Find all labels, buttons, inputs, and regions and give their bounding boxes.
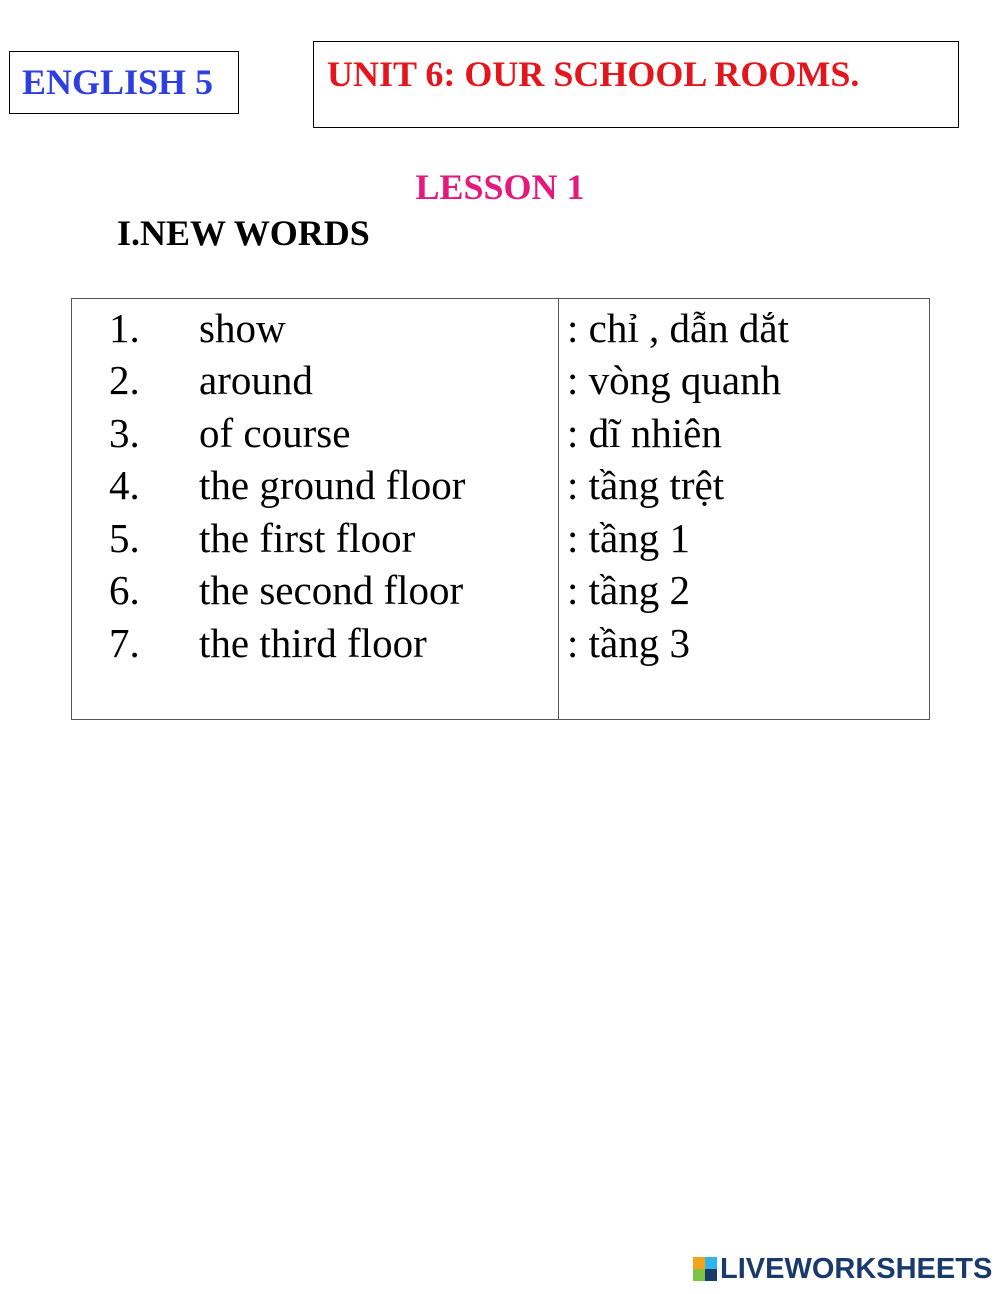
- vocab-meaning: : dĩ nhiên: [567, 410, 722, 456]
- logo-square-2: [705, 1257, 717, 1269]
- liveworksheets-logo[interactable]: [693, 1253, 992, 1285]
- course-label: ENGLISH 5: [22, 62, 214, 102]
- logo-square-4: [705, 1269, 717, 1281]
- vocab-row: [72, 564, 929, 616]
- liveworksheets-logo-icon: [693, 1257, 717, 1281]
- vocabulary-table: [71, 298, 930, 720]
- course-label-box: [9, 51, 239, 114]
- vocab-word: the second floor: [199, 567, 464, 613]
- unit-title: UNIT 6: OUR SCHOOL ROOMS.: [327, 54, 860, 94]
- vocab-meaning: : tầng 2: [567, 567, 690, 613]
- vocab-word: of course: [199, 410, 351, 456]
- lesson-title: LESSON 1: [415, 167, 585, 207]
- vocab-number: 5.: [109, 515, 140, 561]
- vocab-word: the ground floor: [199, 462, 466, 508]
- logo-square-3: [693, 1269, 705, 1281]
- vocab-number: 7.: [109, 620, 140, 666]
- vocab-number: 1.: [109, 305, 140, 351]
- vocab-word: show: [199, 305, 286, 351]
- vocab-word: around: [199, 357, 313, 403]
- vocab-word: the third floor: [199, 620, 427, 666]
- section-title: I.NEW WORDS: [117, 213, 370, 253]
- vocab-number: 6.: [109, 567, 140, 613]
- vocab-meaning: : tầng 3: [567, 620, 690, 666]
- vocab-meaning: : tầng 1: [567, 515, 690, 561]
- vocab-row: [72, 459, 929, 511]
- vocab-meaning: : chỉ , dẫn dắt: [567, 305, 790, 351]
- vocab-row: [72, 617, 929, 669]
- vocab-row: [72, 302, 929, 354]
- vocab-meaning: : vòng quanh: [567, 357, 782, 403]
- vocab-meaning: : tầng trệt: [567, 462, 725, 508]
- vocab-row: [72, 407, 929, 459]
- vocab-word: the first floor: [199, 515, 416, 561]
- unit-title-box: [313, 41, 959, 128]
- logo-square-1: [693, 1257, 705, 1269]
- vocab-number: 2.: [109, 357, 140, 403]
- vocab-number: 3.: [109, 410, 140, 456]
- brand-name: LIVEWORKSHEETS: [720, 1252, 993, 1285]
- vocab-row: [72, 354, 929, 406]
- vocab-number: 4.: [109, 462, 140, 508]
- vocab-row: [72, 512, 929, 564]
